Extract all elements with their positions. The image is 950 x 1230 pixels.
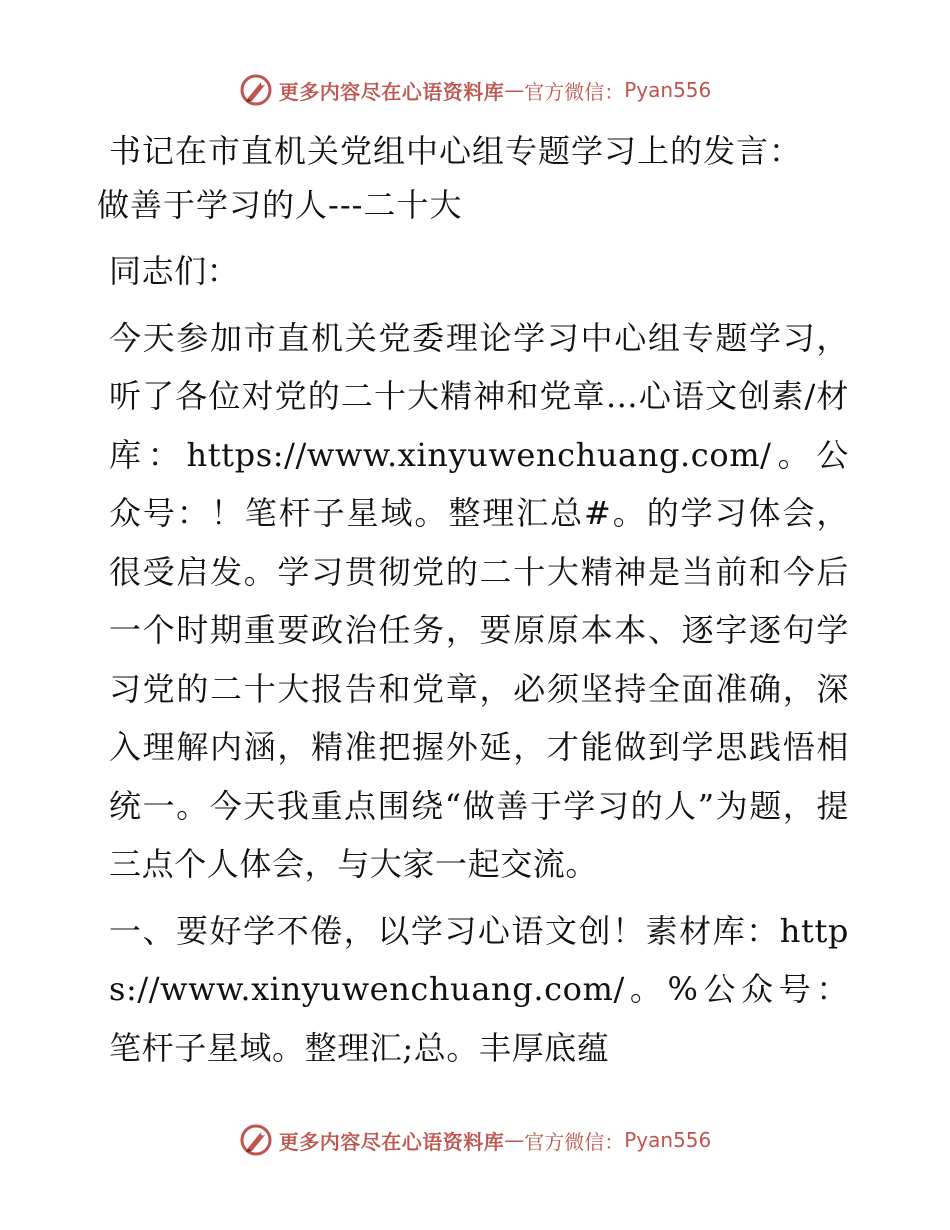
banner-main-text: 更多内容尽在心语资料库 [278,79,505,104]
footer-banner [0,1120,950,1160]
pen-logo-icon [239,1123,273,1157]
document-title [97,124,849,232]
title-line-2: 做善于学习的人---二十大 [97,186,463,224]
banner-contact-id: Pyan556 [624,1128,712,1152]
banner-dash: — [504,78,525,102]
banner-contact-id: Pyan556 [624,78,712,102]
paragraph-1: 今天参加市直机关党委理论学习中心组专题学习，听了各位对党的二十大精神和党章…心语文创素/材库：https://www.xinyuwenchuang.com/。公众号：！笔杆子星域。整理汇总#。的学习体会，很受启发。学习贯彻党的二十大精神是当前和今后一个时期重要政治任务，要原原本本、逐字逐句学习党的二十大报告和党章，必须坚持全面准确，深入理解内涵，精准把握外延，才能做到学思践悟相统一。今天我重点围绕“做善于学习的人”为题，提三点个人体会，与大家一起交流。 [109,318,849,883]
paragraph-2: 一、要好学不倦，以学习心语文创！素材库：https://www.xinyuwenchuang.com/。%公众号：笔杆子星域。整理汇;总。丰厚底蕴 [109,911,849,1067]
title-line-1: 书记在市直机关党组中心组专题学习上的发言： [109,132,803,170]
banner-main-text: 更多内容尽在心语资料库 [278,1129,505,1154]
header-banner [0,70,950,110]
banner-contact-label: 官方微信： [524,79,625,104]
banner-contact-label: 官方微信： [524,1129,625,1154]
banner-dash: — [504,1128,525,1152]
salutation: 同志们： [109,252,240,290]
pen-logo-icon [239,73,273,107]
document-body [97,124,849,1085]
